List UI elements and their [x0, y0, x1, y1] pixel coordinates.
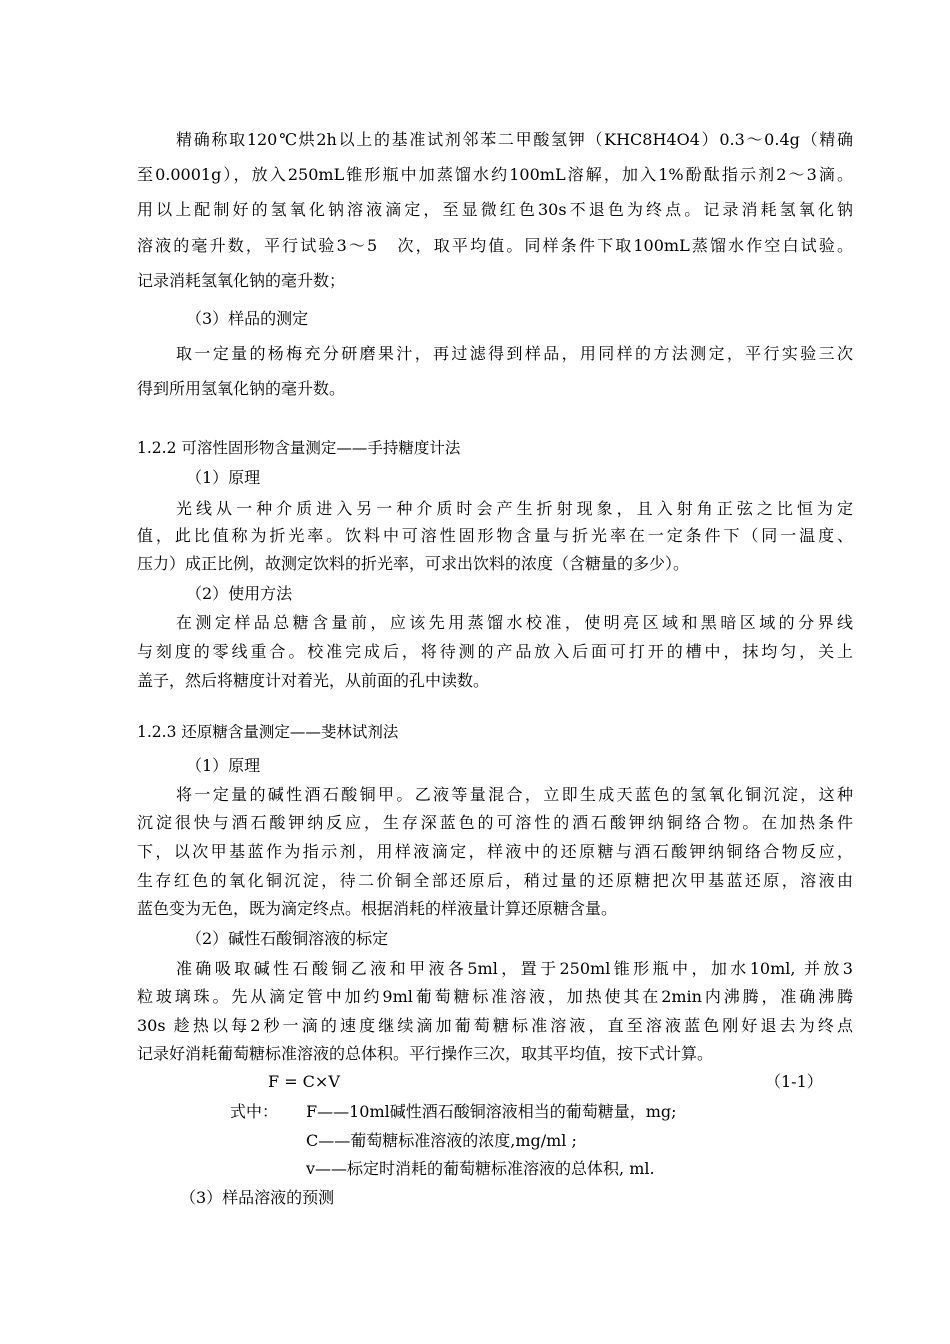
paragraph-line: 精确称取120℃烘2h以上的基准试剂邻苯二甲酸氢钾（KHC8H4O4）0.3～0.4g（精确 — [176, 130, 853, 149]
subsection-heading: （1）原理 — [186, 468, 261, 487]
paragraph-line: 在测定样品总糖含量前，应该先用蒸馏水校准，使明亮区域和黑暗区域的分界线 — [176, 613, 853, 632]
paragraph-line: 30s 趁热以每2秒一滴的速度继续滴加葡萄糖标准溶液，直至溶液蓝色刚好退去为终点 — [137, 1016, 853, 1035]
paragraph-line: 光线从一种介质进入另一种介质时会产生折射现象，且入射角正弦之比恒为定 — [176, 499, 853, 518]
paragraph-line: 记录好消耗葡萄糖标准溶液的总体积。平行操作三次，取其平均值，按下式计算。 — [137, 1044, 714, 1063]
paragraph-line: 记录消耗氢氧化钠的毫升数； — [137, 271, 346, 290]
paragraph-line: 粒玻璃珠。先从滴定管中加约9ml葡萄糖标准溶液，加热使其在2min内沸腾，准确沸腾 — [137, 987, 853, 1006]
paragraph-line: 用以上配制好的氢氧化钠溶液滴定，至显微红色30s不退色为终点。记录消耗氢氧化钠 — [137, 200, 853, 219]
equation: F = C×V — [268, 1072, 340, 1091]
paragraph-line: 至0.0001g），放入250mL锥形瓶中加蒸馏水约100mL溶解，加入1%酚酞指示剂2～3滴。 — [137, 165, 853, 184]
paragraph-line: 盖子，然后将糖度计对着光，从前面的孔中读数。 — [137, 671, 490, 690]
variable-definition: C——葡萄糖标准溶液的浓度,mg/ml ; — [306, 1131, 577, 1150]
subsection-heading: （1）原理 — [186, 756, 261, 775]
variable-definition: v——标定时消耗的葡萄糖标准溶液的总体积, ml. — [306, 1159, 655, 1178]
paragraph-line: 压力）成正比例，故测定饮料的折光率，可求出饮料的浓度（含糖量的多少）。 — [137, 554, 690, 573]
paragraph-line: 生存红色的氧化铜沉淀，待二价铜全部还原后，稍过量的还原糖把次甲基蓝还原，溶液由 — [137, 871, 853, 890]
paragraph-line: 准确吸取碱性石酸铜乙液和甲液各5ml，置于250ml锥形瓶中，加水10ml, 并放3 — [176, 959, 853, 978]
paragraph-line: 值，此比值称为折光率。饮料中可溶性固形物含量与折光率在一定条件下（同一温度、 — [137, 526, 853, 545]
subsection-heading: （2）碱性石酸铜溶液的标定 — [186, 929, 389, 948]
where-label: 式中： — [230, 1102, 279, 1121]
paragraph-line: 得到所用氢氧化钠的毫升数。 — [137, 379, 346, 398]
variable-definition: F——10ml碱性酒石酸铜溶液相当的葡萄糖量，mg; — [306, 1102, 677, 1121]
section-heading: 1.2.2 可溶性固形物含量测定——手持糖度计法 — [137, 439, 461, 457]
paragraph-line: 沉淀很快与酒石酸钾纳反应，生存深蓝色的可溶性的酒石酸钾纳铜络合物。在加热条件 — [137, 813, 853, 832]
subsection-heading: （3）样品溶液的预测 — [180, 1188, 335, 1207]
subsection-heading: （3）样品的测定 — [186, 309, 309, 328]
equation-number: （1-1） — [765, 1072, 823, 1091]
paragraph-line: 取一定量的杨梅充分研磨果汁，再过滤得到样品，用同样的方法测定，平行实验三次 — [176, 344, 853, 363]
paragraph-line: 下，以次甲基蓝作为指示剂，用样液滴定，样液中的还原糖与酒石酸钾纳铜络合物反应， — [137, 842, 853, 861]
paragraph-line: 溶液的毫升数，平行试验3～5 次，取平均值。同样条件下取100mL蒸馏水作空白试验。 — [137, 236, 853, 255]
subsection-heading: （2）使用方法 — [186, 584, 293, 603]
paragraph-line: 蓝色变为无色，既为滴定终点。根据消耗的样液量计算还原糖含量。 — [137, 899, 618, 918]
paragraph-line: 与刻度的零线重合。校准完成后，将待测的产品放入后面可打开的槽中，抹均匀，关上 — [137, 642, 853, 661]
section-heading: 1.2.3 还原糖含量测定——斐林试剂法 — [137, 723, 399, 741]
paragraph-line: 将一定量的碱性酒石酸铜甲。乙液等量混合，立即生成天蓝色的氢氧化铜沉淀，这种 — [176, 785, 853, 804]
